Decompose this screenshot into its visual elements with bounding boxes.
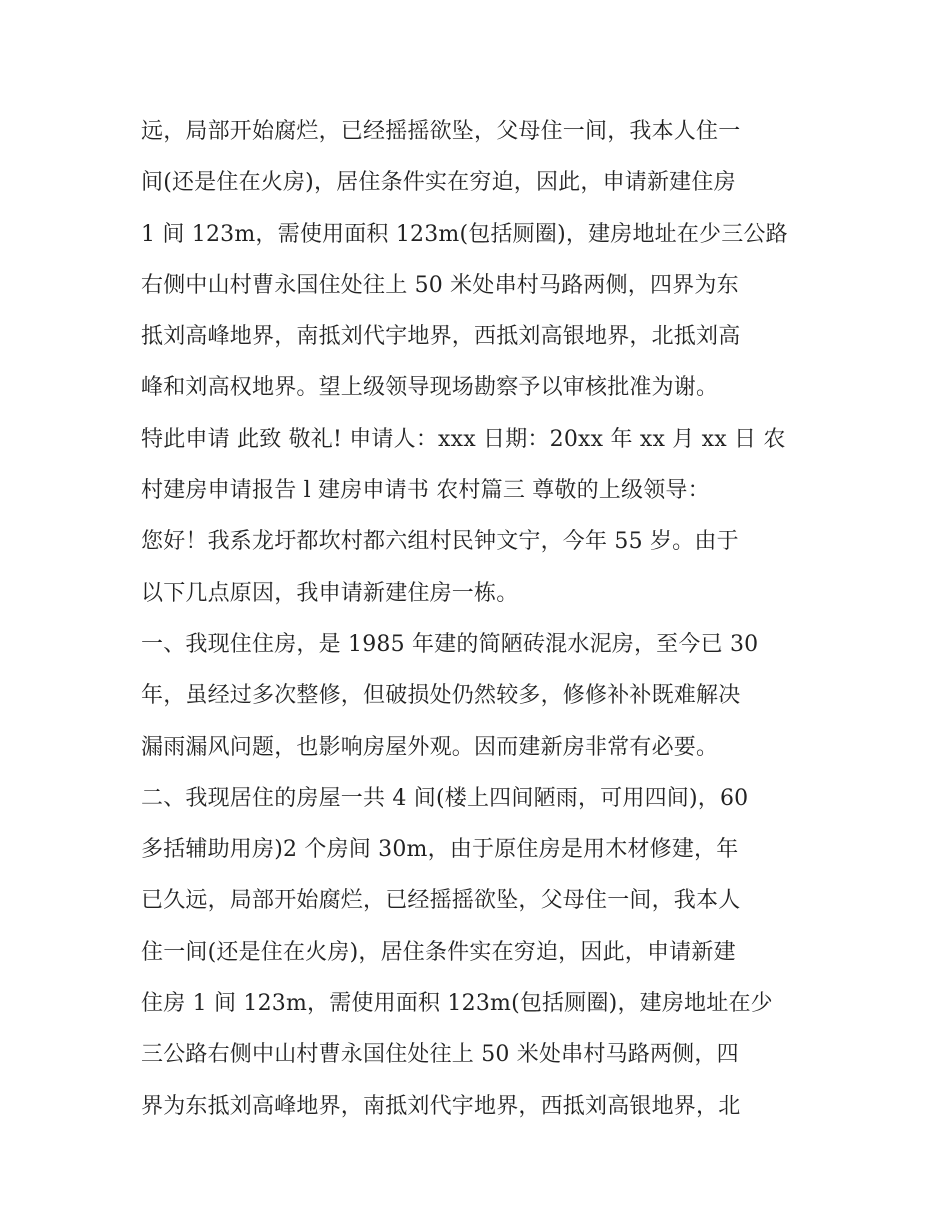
text-line-18: 住房 1 间 123m，需使用面积 123m(包括厕圈)，建房地址在少 [141,991,773,1017]
body-text [141,106,821,1132]
text-line-15: 多括辅助用房)2 个房间 30m，由于原住房是用木材修建，年 [141,837,739,863]
text-line-12: 年，虽经过多次整修，但破损处仍然较多，修修补补既难解决 [141,683,741,709]
text-line-3: 1 间 123m，需使用面积 123m(包括厕圈)，建房地址在少三公路 [141,221,788,247]
text-line-9: 您好！我系龙圩都坎村都六组村民钟文宁，今年 55 岁。由于 [141,529,739,555]
text-line-16: 已久远，局部开始腐烂，已经摇摇欲坠，父母住一间，我本人 [141,888,741,914]
text-line-17: 住一间(还是住在火房)，居住条件实在穷迫，因此，申请新建 [141,939,736,965]
text-line-4: 右侧中山村曹永国住处往上 50 米处串村马路两侧，四界为东 [141,272,739,298]
text-line-1: 远，局部开始腐烂，已经摇摇欲坠，父母住一间，我本人住一 [141,119,741,144]
text-line-8: 村建房申请报告 l 建房申请书 农村篇三 尊敬的上级领导： [141,478,710,504]
text-line-5: 抵刘高峰地界，南抵刘代宇地界，西抵刘高银地界，北抵刘高 [141,324,741,350]
text-line-13: 漏雨漏风问题，也影响房屋外观。因而建新房非常有必要。 [141,734,719,760]
text-line-10: 以下几点原因，我申请新建住房一栋。 [141,580,519,606]
text-line-2: 间(还是住在火房)，居住条件实在穷迫，因此，申请新建住房 [141,170,736,196]
text-line-19: 三公路右侧中山村曹永国住处往上 50 米处串村马路两侧，四 [141,1042,739,1068]
text-line-20: 界为东抵刘高峰地界，南抵刘代宇地界，西抵刘高银地界，北 [141,1093,741,1119]
text-line-6: 峰和刘高权地界。望上级领导现场勘察予以审核批准为谢。 [141,375,719,401]
text-line-7: 特此申请 此致 敬礼! 申请人：xxx 日期：20xx 年 xx 月 xx 日 农 [141,426,786,452]
text-line-14: 二、我现居住的房屋一共 4 间(楼上四间陋雨，可用四间)，60 [141,785,749,811]
text-line-11: 一、我现住住房，是 1985 年建的简陋砖混水泥房，至今已 30 [141,631,759,657]
